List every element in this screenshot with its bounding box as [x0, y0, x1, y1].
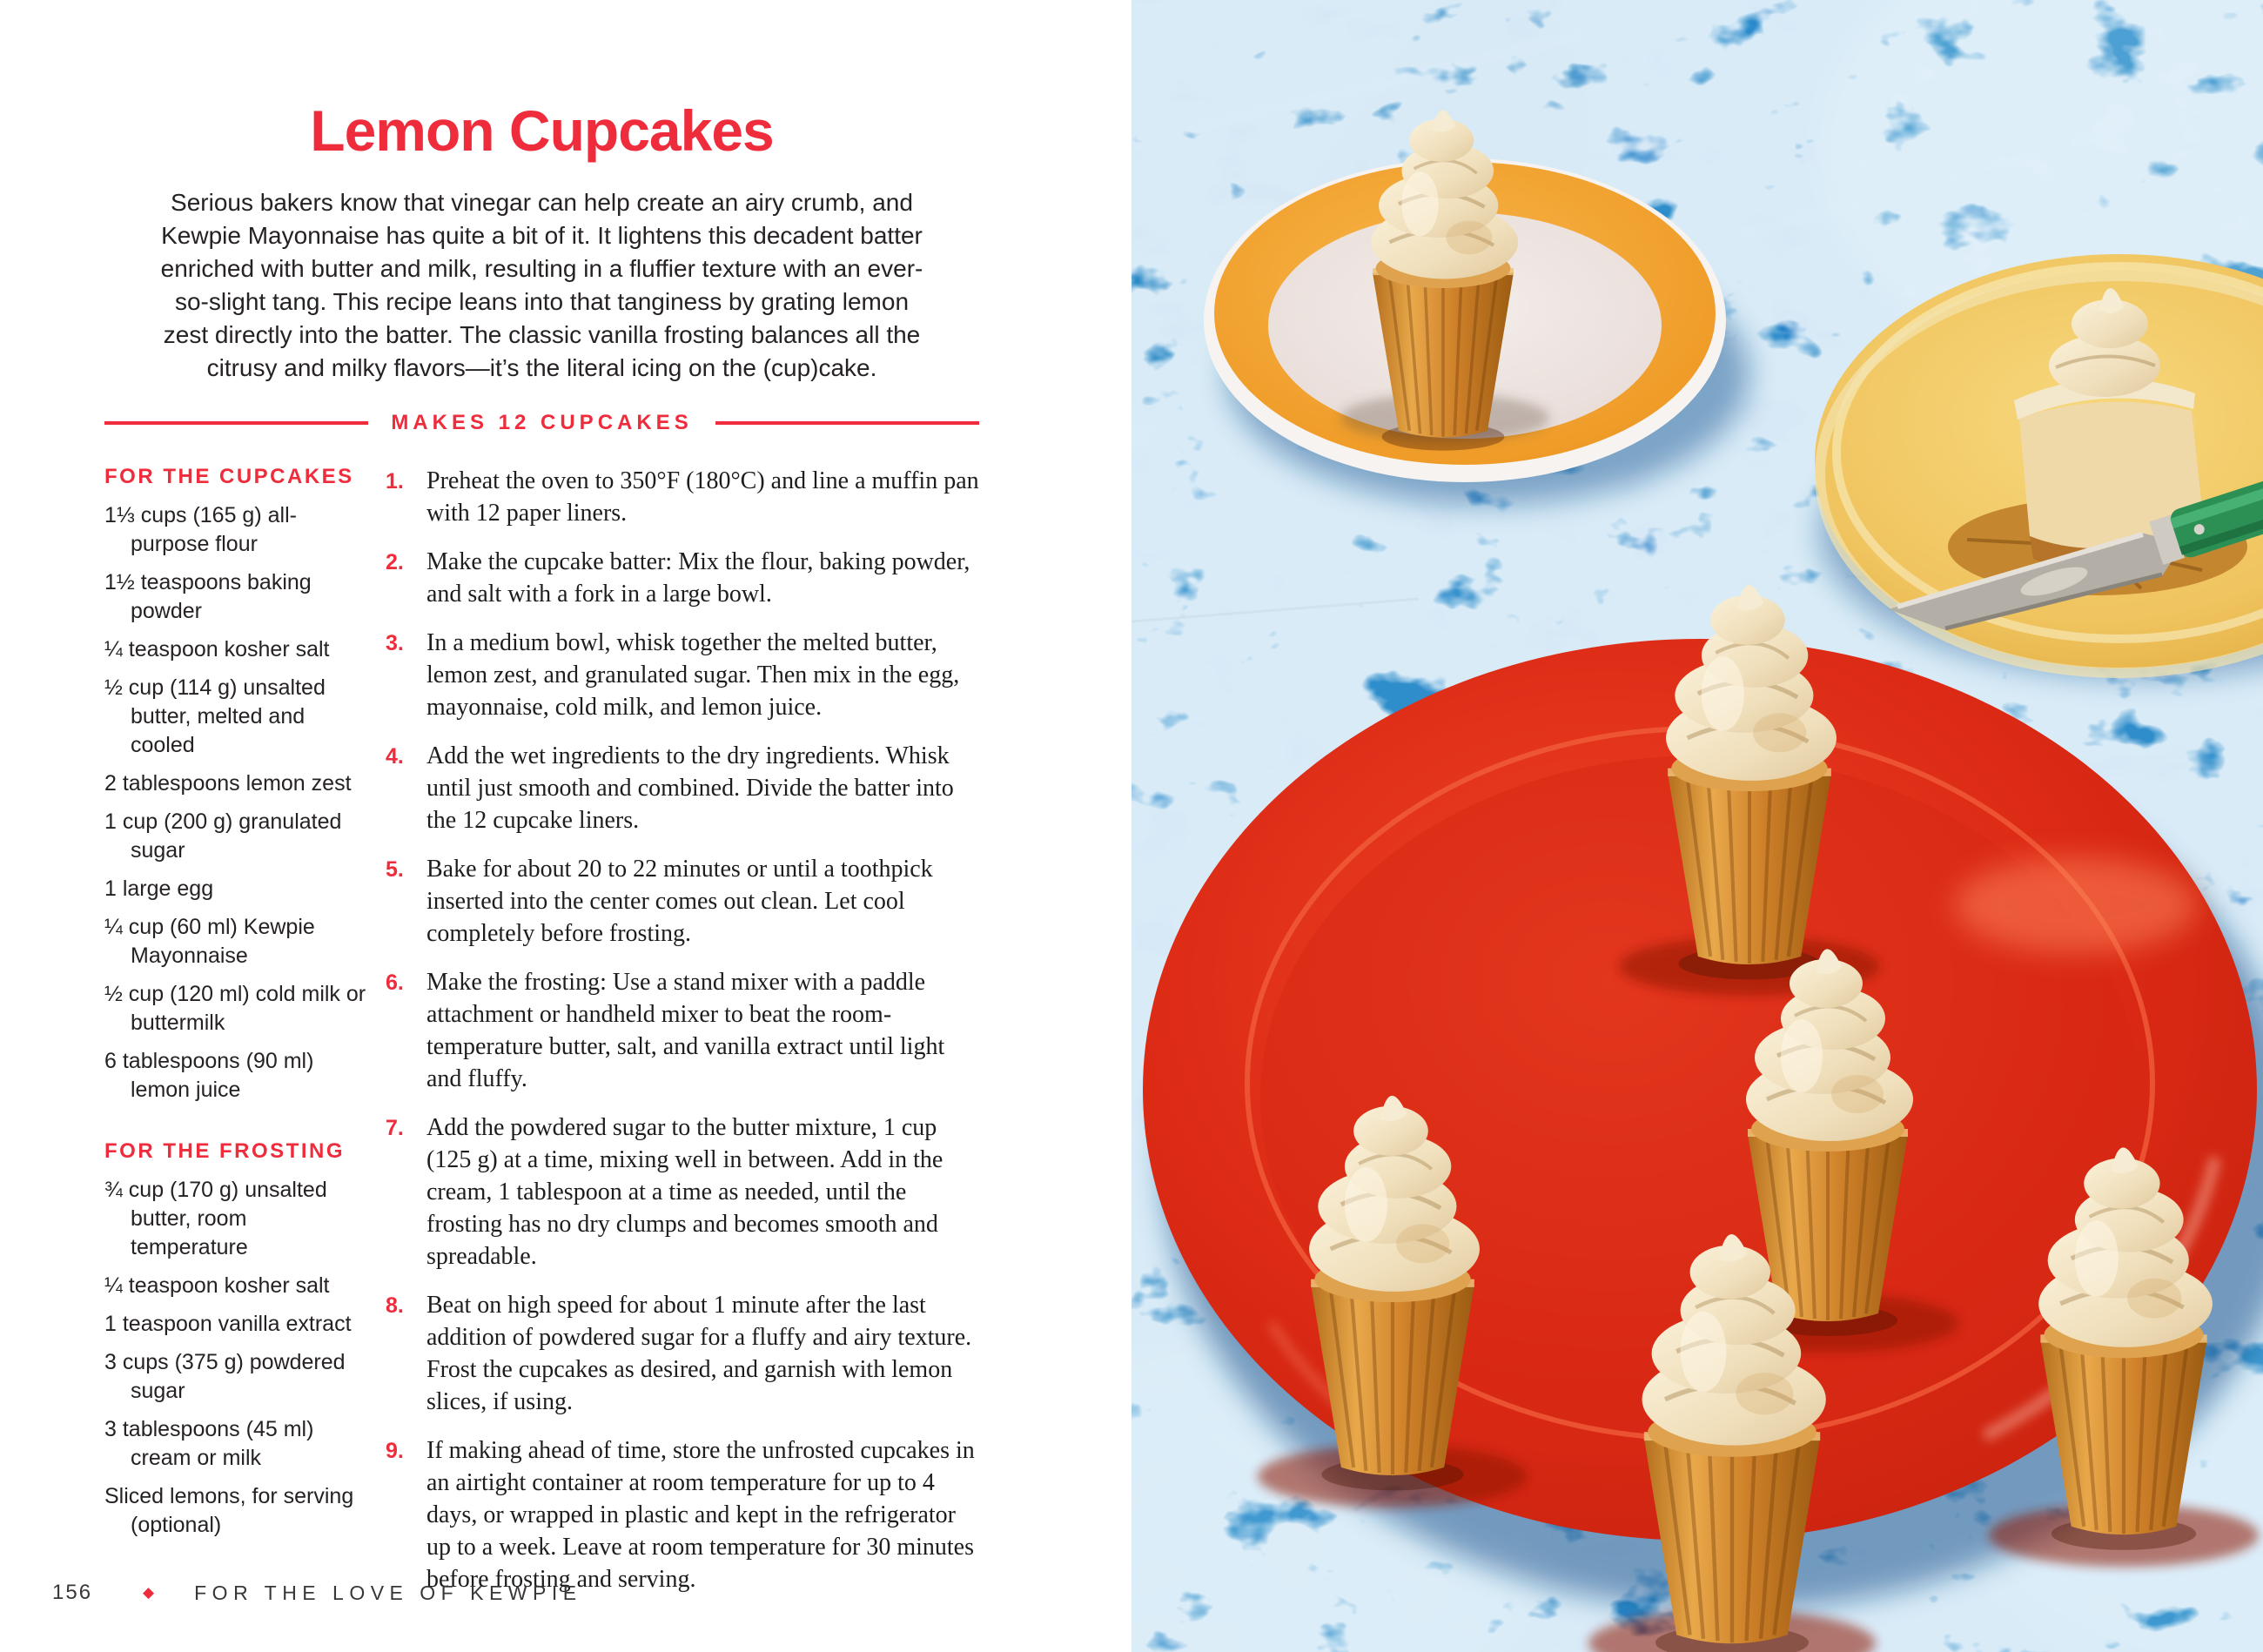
- ingredient-item: ½ cup (120 ml) cold milk or buttermilk: [104, 982, 366, 1035]
- step-item: Add the wet ingredients to the dry ingredients. Whisk until just smooth and combined. Divide the batter into the 12 cupcake liners.: [426, 742, 954, 834]
- ingredient-item: 1½ teaspoons baking powder: [104, 570, 312, 623]
- ingredient-item: ¼ teaspoon kosher salt: [104, 637, 330, 661]
- ingredient-item: 1⅓ cups (165 g) all-purpose flour: [104, 503, 297, 556]
- ingredients-heading-cupcakes: FOR THE CUPCAKES: [104, 465, 354, 488]
- step-item: Add the powdered sugar to the butter mixture, 1 cup (125 g) at a time, mixing well in between. Add in the cream, 1 tablespoon at a time as needed, until the frosting has no dry clumps and becomes smooth and spreadable.: [426, 1114, 943, 1270]
- step-item: Make the cupcake batter: Mix the flour, baking powder, and salt with a fork in a large bowl.: [426, 548, 970, 608]
- divider-rule-right: [715, 421, 979, 425]
- ingredient-item: 1 large egg: [104, 876, 214, 901]
- divider-rule-left: [104, 421, 368, 425]
- yield-label: MAKES 12 CUPCAKES: [391, 411, 693, 434]
- ingredient-item: 3 cups (375 g) powdered sugar: [104, 1350, 346, 1403]
- yield-divider: [104, 411, 979, 435]
- step-item: If making ahead of time, store the unfrosted cupcakes in an airtight container at room temperature for up to 4 days, or wrapped in plastic and kept in the refrigerator up to a week. Leave at room temperature for 30 minutes before frosting and serving.: [426, 1437, 975, 1593]
- ingredient-item: 1 cup (200 g) granulated sugar: [104, 809, 342, 863]
- ingredient-item: 2 tablespoons lemon zest: [104, 771, 352, 796]
- ingredient-item: ¼ teaspoon kosher salt: [104, 1273, 330, 1298]
- ingredient-item: ½ cup (114 g) unsalted butter, melted and cooled: [104, 675, 326, 757]
- book-title: FOR THE LOVE OF KEWPIE: [194, 1581, 582, 1604]
- step-list: [386, 465, 979, 1595]
- recipe-intro: Serious bakers know that vinegar can help create an airy crumb, and Kewpie Mayonnaise has quite a bit of it. It lightens this decadent batter enriched with butter and milk, resulting in a fluffier texture with an ever-so-slight tang. This recipe leans into that tanginess by grating lemon zest directly into the batter. The classic vanilla frosting balances all the citrusy and milky flavors—it’s the literal icing on the (cup)cake.: [160, 189, 923, 381]
- ingredient-item: 1 teaspoon vanilla extract: [104, 1312, 352, 1336]
- recipe-photo: [1132, 0, 2263, 1652]
- step-item: Beat on high speed for about 1 minute after the last addition of powdered sugar for a fluffy and airy texture. Frost the cupcakes as desired, and garnish with lemon slices, if using.: [426, 1292, 972, 1415]
- ingredient-item: 3 tablespoons (45 ml) cream or milk: [104, 1417, 314, 1470]
- ingredients-heading-frosting: FOR THE FROSTING: [104, 1139, 345, 1163]
- steps-column: [386, 465, 979, 1612]
- ingredient-list-cupcakes: [104, 501, 370, 1105]
- page-title: Lemon Cupcakes: [310, 98, 774, 163]
- recipe-content: [104, 0, 979, 1612]
- diamond-icon: ◆: [143, 1584, 155, 1601]
- step-item: Make the frosting: Use a stand mixer with a paddle attachment or handheld mixer to beat the room-temperature butter, salt, and vanilla extract until light and fluffy.: [426, 969, 945, 1092]
- ingredient-item: ¼ cup (60 ml) Kewpie Mayonnaise: [104, 915, 315, 968]
- page-number: 156: [52, 1581, 93, 1604]
- step-item: In a medium bowl, whisk together the melted butter, lemon zest, and granulated sugar. Then mix in the egg, mayonnaise, cold milk, and lemon juice.: [426, 629, 960, 721]
- step-item: Bake for about 20 to 22 minutes or until a toothpick inserted into the center comes out clean. Let cool completely before frosting.: [426, 856, 933, 947]
- ingredients-column: [104, 465, 370, 1612]
- step-item: Preheat the oven to 350°F (180°C) and line a muffin pan with 12 paper liners.: [426, 467, 979, 527]
- ingredient-list-frosting: [104, 1176, 370, 1540]
- ingredient-item: 6 tablespoons (90 ml) lemon juice: [104, 1049, 314, 1102]
- ingredient-item: ¾ cup (170 g) unsalted butter, room temperature: [104, 1178, 327, 1259]
- ingredient-item: Sliced lemons, for serving (optional): [104, 1484, 354, 1537]
- page-footer: [52, 1581, 582, 1605]
- recipe-columns: [104, 465, 979, 1612]
- photo-page: [1132, 0, 2263, 1652]
